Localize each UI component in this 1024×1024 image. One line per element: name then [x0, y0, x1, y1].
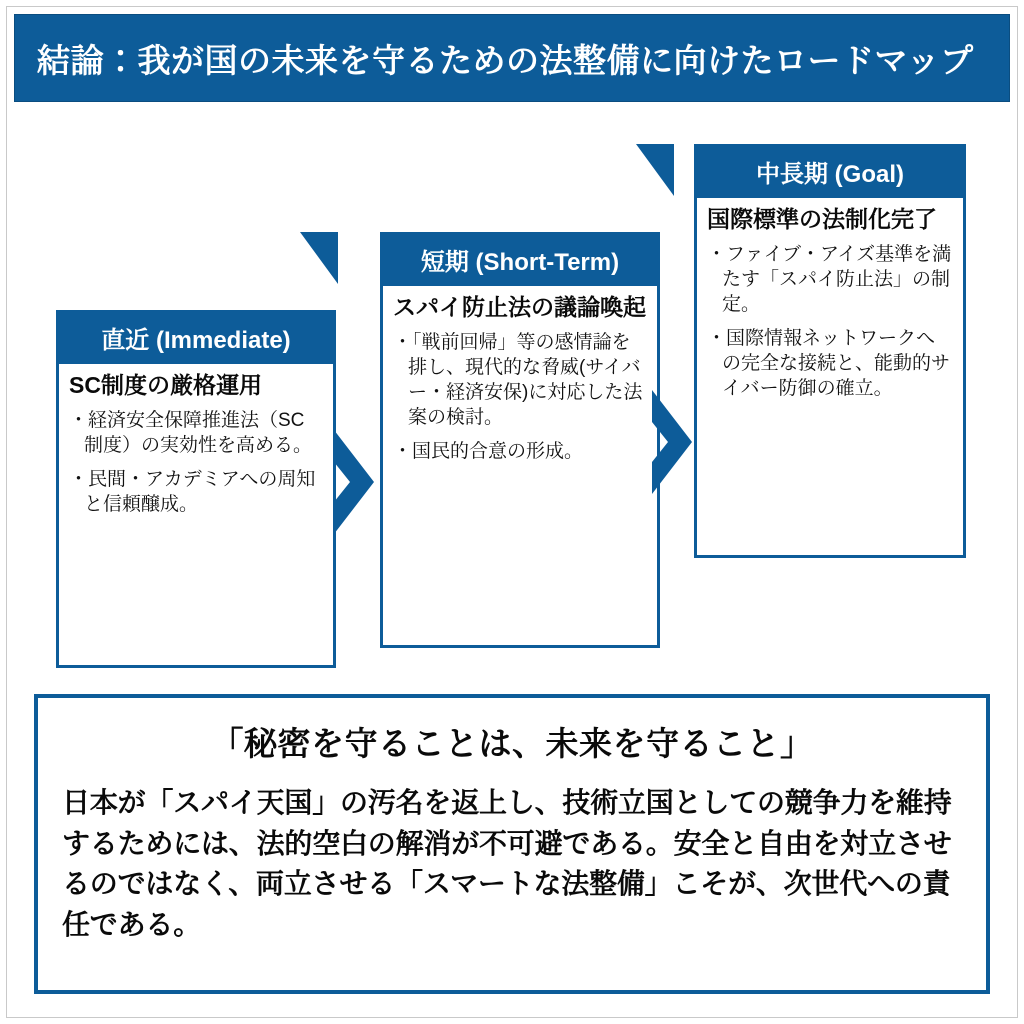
phase-card-short-term: [380, 232, 660, 648]
phase-body-mid-long-term: [697, 198, 963, 420]
list-item: ・民間・アカデミアへの周知と信頼醸成。: [69, 468, 316, 515]
corner-flag-mid-term: [636, 144, 674, 196]
arrow-chevron-2: [648, 390, 696, 494]
arrow-chevron-1: [330, 430, 378, 534]
phase-card-mid-long-term: [694, 144, 966, 558]
phase-title-mid-long-term: 国際標準の法制化完了: [707, 206, 937, 232]
list-item: ・国際情報ネットワークへの完全な接続と、能動的サイバー防御の確立。: [707, 327, 951, 399]
list-item: ・「戦前回帰」等の感情論を排し、現代的な脅威(サイバー・経済安保)に対応した法案の検討。: [393, 331, 643, 428]
corner-flag-short-term: [300, 232, 338, 284]
phase-bullets-immediate: [69, 408, 323, 517]
phase-header-short-term: 短期 (Short-Term): [380, 232, 660, 286]
phase-bullets-short-term: [393, 330, 647, 464]
list-item: ・経済安全保障推進法（SC制度）の実効性を高める。: [69, 409, 313, 456]
statement-headline: 「秘密を守ることは、未来を守ること」: [210, 725, 814, 762]
statement-panel: [34, 694, 990, 994]
phase-header-mid-long-term: 中長期 (Goal): [694, 144, 966, 198]
page-title: 結論：我が国の未来を守るための法整備に向けたロードマップ: [37, 41, 974, 79]
slide-title-bar: [14, 14, 1010, 102]
statement-body: 日本が「スパイ天国」の汚名を返上し、技術立国としての競争力を維持するためには、法的空白の解消が不可避である。安全と自由を対立させるのではなく、両立させる「スマートな法整備」こそが、次世代への責任である。: [62, 787, 952, 940]
phase-card-immediate: [56, 310, 336, 668]
phase-header-immediate: 直近 (Immediate): [56, 310, 336, 364]
list-item: ・国民的合意の形成。: [393, 440, 584, 462]
phase-title-immediate: SC制度の厳格運用: [69, 372, 262, 398]
phase-title-short-term: スパイ防止法の議論喚起: [393, 294, 646, 320]
list-item: ・ファイブ・アイズ基準を満たす「スパイ防止法」の制定。: [707, 243, 952, 315]
phase-bullets-mid-long-term: [707, 242, 953, 401]
phase-body-short-term: [383, 286, 657, 483]
phase-body-immediate: [59, 364, 333, 536]
